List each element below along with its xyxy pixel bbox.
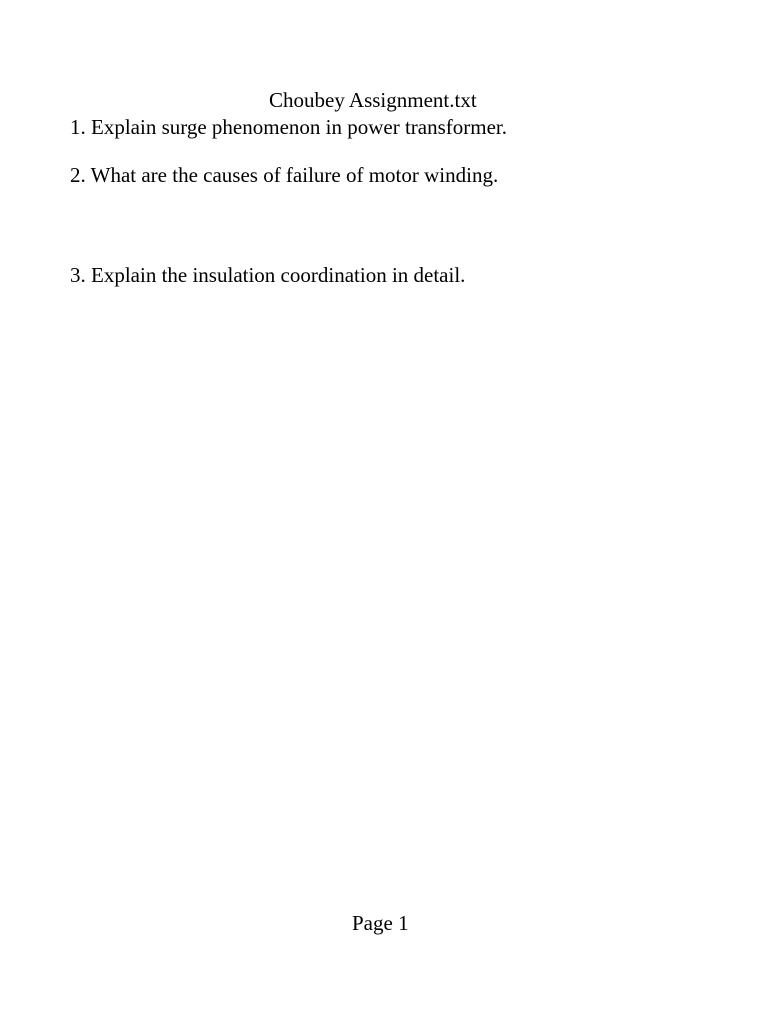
question-line-3: 3. Explain the insulation coordination in detail.	[70, 263, 466, 287]
document-header: Choubey Assignment.txt	[269, 88, 477, 112]
question-line-2: 2. What are the causes of failure of motor winding.	[70, 163, 499, 187]
page-number-footer: Page 1	[352, 911, 409, 935]
question-line-1: 1. Explain surge phenomenon in power transformer.	[70, 115, 508, 139]
